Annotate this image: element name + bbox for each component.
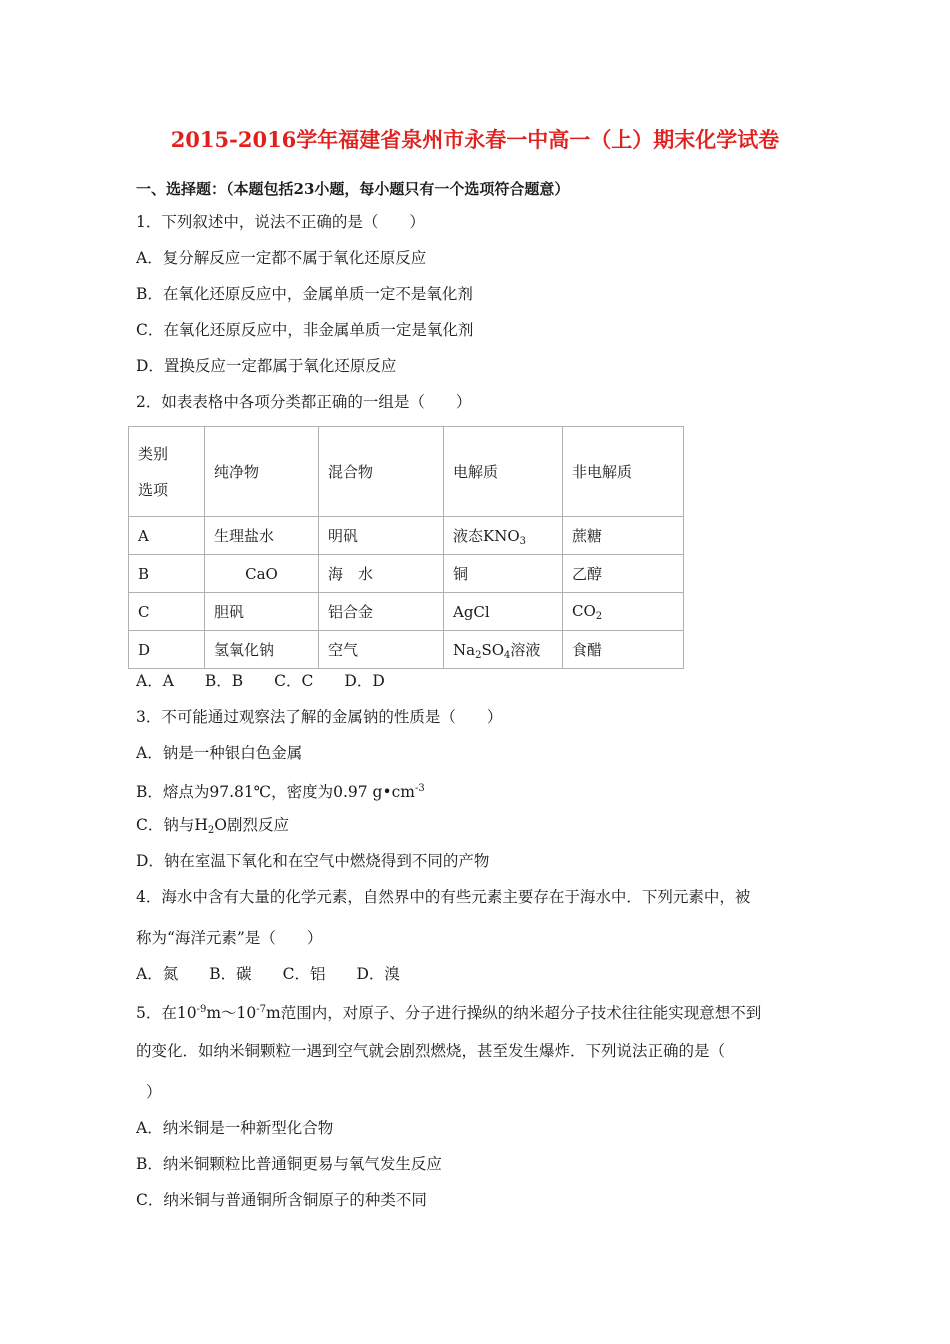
table-cell: B (129, 555, 205, 593)
exponent-superscript: -7 (256, 1004, 267, 1015)
question-5-stem-line-3: ） (146, 1083, 162, 1101)
question-1-stem: 1．下列叙述中，说法不正确的是（ ） (136, 213, 425, 231)
table-cell: 空气 (319, 631, 444, 669)
table-header-cell: 纯净物 (205, 427, 319, 517)
question-1-option-a: A．复分解反应一定都不属于氧化还原反应 (136, 249, 427, 267)
option-text: C．钠与H (136, 816, 208, 834)
question-3-stem: 3．不可能通过观察法了解的金属钠的性质是（ ） (136, 708, 503, 726)
table-row (129, 593, 684, 631)
table-cell: 生理盐水 (205, 517, 319, 555)
formula-subscript: 3 (519, 535, 527, 547)
table-cell: 食醋 (563, 631, 684, 669)
question-4-stem-line-1: 4．海水中含有大量的化学元素，自然界中的有些元素主要存在于海水中．下列元素中，被 (136, 888, 751, 906)
table-cell: 海 水 (319, 555, 444, 593)
table-cell: 铜 (444, 555, 563, 593)
question-3-option-c (136, 815, 289, 841)
question-5-stem-line-2: 的变化．如纳米铜颗粒一遇到空气就会剧烈燃烧，甚至发生爆炸．下列说法正确的是（ (136, 1042, 726, 1060)
table-cell: 蔗糖 (563, 517, 684, 555)
table-cell: A (129, 517, 205, 555)
table-header-cell: 混合物 (319, 427, 444, 517)
table-cell: AgCl (444, 593, 563, 631)
question-1-option-b: B．在氧化还原反应中，金属单质一定不是氧化剂 (136, 285, 473, 303)
table-row (129, 517, 684, 555)
option-text: O剧烈反应 (214, 816, 289, 834)
table-cell: C (129, 593, 205, 631)
table-cell: D (129, 631, 205, 669)
question-4-options: A．氮 B．碳 C．铝 D．溴 (136, 965, 400, 983)
unit-superscript: -3 (415, 783, 425, 794)
question-2-stem: 2．如表表格中各项分类都正确的一组是（ ） (136, 393, 472, 411)
table-cell (444, 517, 563, 555)
formula-text: Na (453, 640, 476, 659)
table-cell: 胆矾 (205, 593, 319, 631)
question-5-option-a: A．纳米铜是一种新型化合物 (136, 1119, 334, 1137)
formula-subscript: 2 (595, 610, 603, 622)
stem-text: m～10 (206, 1004, 257, 1022)
classification-table (128, 426, 684, 669)
table-header-cell: 电解质 (444, 427, 563, 517)
formula-subscript: 2 (207, 825, 215, 836)
question-5-stem-line-1 (136, 1000, 761, 1023)
question-1-option-c: C．在氧化还原反应中，非金属单质一定是氧化剂 (136, 321, 474, 339)
exponent-superscript: -9 (196, 1004, 207, 1015)
formula-text: CO (572, 601, 596, 620)
question-3-option-b (136, 779, 425, 802)
question-1-option-d: D．置换反应一定都属于氧化还原反应 (136, 357, 397, 375)
formula-subscript: 4 (504, 649, 511, 661)
stem-text: 5．在10 (136, 1004, 197, 1022)
table-header-row (129, 427, 684, 517)
question-5-option-c: C．纳米铜与普通铜所含铜原子的种类不同 (136, 1191, 427, 1209)
header-category-label: 类别 (138, 444, 169, 463)
header-option-label: 选项 (138, 480, 169, 499)
formula-text: 溶液 (510, 640, 541, 659)
question-5-option-b: B．纳米铜颗粒比普通铜更易与氧气发生反应 (136, 1155, 442, 1173)
table-cell: 氢氧化钠 (205, 631, 319, 669)
table-cell: 乙醇 (563, 555, 684, 593)
question-3-option-d: D．钠在室温下氧化和在空气中燃烧得到不同的产物 (136, 852, 490, 870)
table-header-corner (129, 427, 205, 517)
section-heading: 一、选择题：（本题包括23小题，每小题只有一个选项符合题意） (136, 180, 570, 198)
table-cell: 铝合金 (319, 593, 444, 631)
table-cell: 明矾 (319, 517, 444, 555)
formula-text: SO (481, 640, 505, 659)
table-row (129, 631, 684, 669)
table-cell (563, 593, 684, 631)
question-3-option-a: A．钠是一种银白色金属 (136, 744, 303, 762)
question-4-stem-line-2: 称为“海洋元素”是（ ） (136, 929, 323, 947)
formula-text: 液态KNO (453, 526, 520, 545)
table-header-cell: 非电解质 (563, 427, 684, 517)
table-cell: CaO (205, 555, 319, 593)
table-cell (444, 631, 563, 669)
table-row (129, 555, 684, 593)
question-2-options: A．A B．B C．C D．D (136, 672, 385, 690)
page-title: 2015-2016学年福建省泉州市永春一中高一（上）期末化学试卷 (170, 127, 780, 152)
option-text: B．熔点为97.81℃，密度为0.97 g•cm (136, 783, 415, 801)
stem-text: m范围内，对原子、分子进行操纵的纳米超分子技术往往能实现意想不到 (266, 1004, 762, 1022)
formula-subscript: 2 (475, 649, 482, 661)
